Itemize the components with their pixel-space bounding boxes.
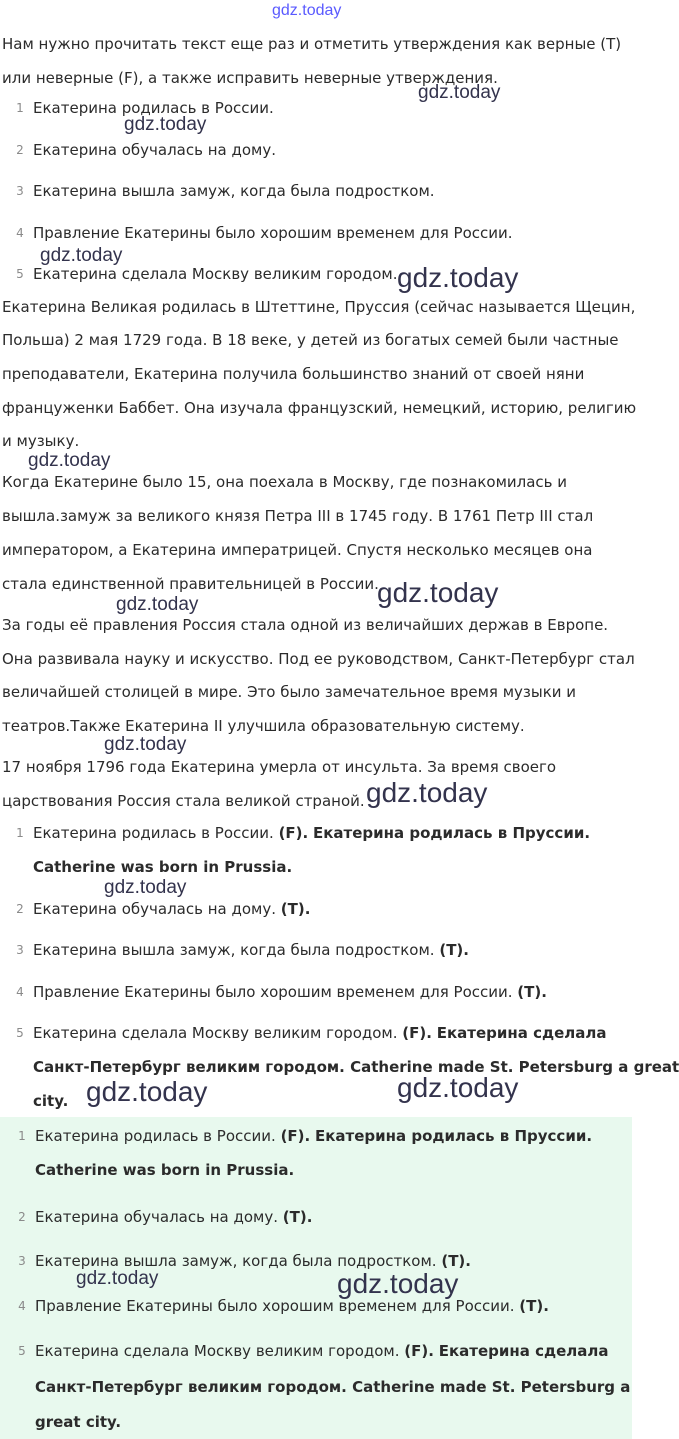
text-line: вышла.замуж за великого князя Петра III в 1745 году. В 1761 Петр III стал (2, 507, 594, 525)
item-text: Правление Екатерины было хорошим временем для России. (T). (33, 983, 547, 1001)
text-line: царствования Россия стала великой страной. (2, 792, 365, 810)
text-line: и музыку. (2, 432, 80, 450)
item-text: Екатерина сделала Москву великим городом. (33, 265, 398, 283)
item-text: Екатерина вышла замуж, когда была подростком. (T). (33, 941, 469, 959)
text-line: француженки Баббет. Она изучала французский, немецкий, историю, религию (2, 399, 637, 417)
item-number: 3 (16, 184, 24, 198)
answer-english: great city. (35, 1413, 122, 1431)
item-number: 5 (16, 267, 24, 281)
item-number: 3 (16, 943, 24, 957)
watermark: gdz.today (124, 114, 207, 135)
item-number: 5 (18, 1344, 26, 1358)
watermark: gdz.today (104, 734, 187, 755)
item-text: Екатерина сделала Москву великим городом. (F). Екатерина сделала (33, 1024, 607, 1042)
watermark: gdz.today (86, 1076, 208, 1107)
watermark: gdz.today (397, 1072, 519, 1103)
item-text: Екатерина родилась в России. (33, 99, 274, 117)
watermark: gdz.today (116, 594, 199, 615)
watermark: gdz.today (418, 82, 501, 103)
item-text: Правление Екатерины было хорошим временем для России. (33, 224, 513, 242)
watermark: gdz.today (337, 1268, 459, 1299)
item-text: Екатерина сделала Москву великим городом. (F). Екатерина сделала (35, 1342, 609, 1360)
text-line: За годы её правления Россия стала одной из величайших держав в Европе. (2, 616, 609, 634)
watermark: gdz.today (76, 1268, 159, 1289)
intro-line-2: или неверные (F), а также исправить неверные утверждения. (2, 69, 498, 87)
item-number: 3 (18, 1254, 26, 1268)
text-line: 17 ноября 1796 года Екатерина умерла от инсульта. За время своего (2, 758, 557, 776)
answer-english: city. (33, 1092, 69, 1110)
item-number: 1 (18, 1129, 26, 1143)
text-line: Екатерина Великая родилась в Штеттине, Пруссия (сейчас называется Щецин, (2, 298, 636, 316)
text-line: величайшей столицей в мире. Это было замечательное время музыки и (2, 683, 577, 701)
item-text: Екатерина вышла замуж, когда была подростком. (T). (35, 1252, 471, 1270)
item-number: 2 (18, 1210, 26, 1224)
answer-correction: Санкт-Петербург великим городом. Catherine made St. Petersburg a great (33, 1058, 679, 1076)
watermark: gdz.today (104, 877, 187, 898)
watermark: gdz.today (377, 577, 499, 608)
item-number: 5 (16, 1026, 24, 1040)
item-number: 1 (16, 101, 24, 115)
item-number: 1 (16, 826, 24, 840)
watermark: gdz.today (397, 262, 519, 293)
intro-line-1: Нам нужно прочитать текст еще раз и отметить утверждения как верные (T) (2, 35, 622, 53)
answer-correction: Санкт-Петербург великим городом. Catherine made St. Petersburg a (35, 1378, 631, 1396)
item-text: Екатерина родилась в России. (F). Екатерина родилась в Пруссии. (35, 1127, 593, 1145)
text-line: императором, а Екатерина императрицей. Спустя несколько месяцев она (2, 541, 593, 559)
item-text: Правление Екатерины было хорошим временем для России. (T). (35, 1297, 549, 1315)
item-number: 2 (16, 143, 24, 157)
watermark: gdz.today (40, 245, 123, 266)
answer-english: Catherine was born in Prussia. (35, 1161, 295, 1179)
watermark: gdz.today (28, 450, 111, 471)
text-line: Польша) 2 мая 1729 года. В 18 веке, у детей из богатых семей были частные (2, 331, 619, 349)
item-text: Екатерина обучалась на дому. (33, 141, 277, 159)
item-number: 4 (16, 226, 24, 240)
answer-english: Catherine was born in Prussia. (33, 858, 293, 876)
watermark-top: gdz.today (272, 2, 342, 19)
item-number: 4 (18, 1299, 26, 1313)
text-line: Она развивала науку и искусство. Под ее руководством, Санкт-Петербург стал (2, 650, 635, 668)
item-number: 2 (16, 902, 24, 916)
item-text: Екатерина вышла замуж, когда была подростком. (33, 182, 435, 200)
item-text: Екатерина обучалась на дому. (T). (33, 900, 311, 918)
item-text: Екатерина родилась в России. (F). Екатерина родилась в Пруссии. (33, 824, 591, 842)
watermark: gdz.today (366, 777, 488, 808)
text-line: театров.Также Екатерина II улучшила образовательную систему. (2, 717, 525, 735)
text-line: Когда Екатерине было 15, она поехала в Москву, где познакомилась и (2, 473, 568, 491)
item-text: Екатерина обучалась на дому. (T). (35, 1208, 313, 1226)
text-line: преподаватели, Екатерина получила большинство знаний от своей няни (2, 365, 585, 383)
text-line: стала единственной правительницей в России. (2, 575, 379, 593)
item-number: 4 (16, 985, 24, 999)
